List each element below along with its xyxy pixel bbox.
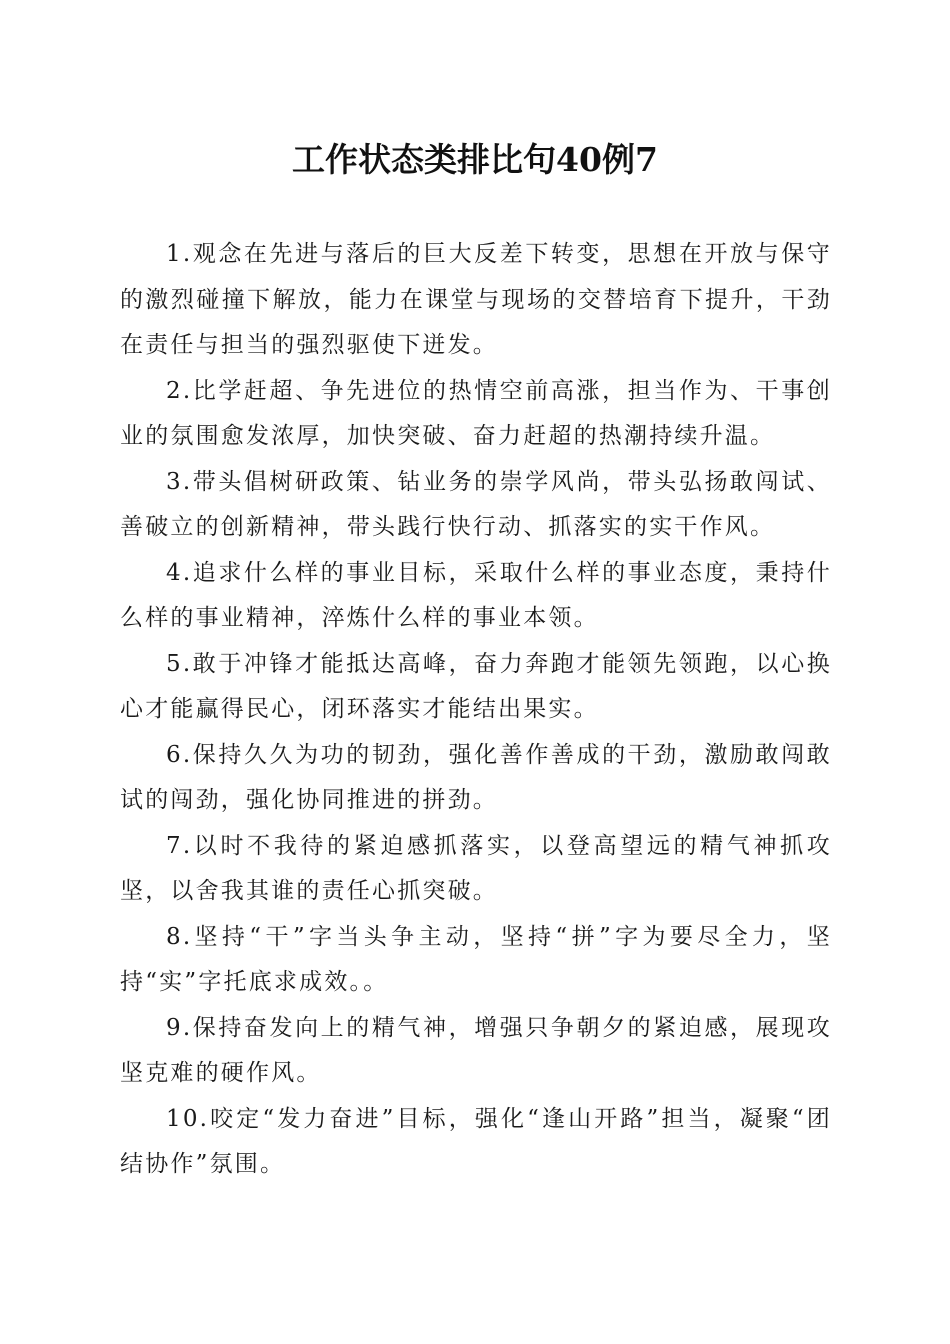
paragraph-8: 8.坚持“干”字当头争主动，坚持“拼”字为要尽全力，坚持“实”字托底求成效。。 bbox=[120, 923, 832, 995]
paragraph-5: 5.敢于冲锋才能抵达高峰，奋力奔跑才能领先领跑，以心换心才能赢得民心，闭环落实才能结出果实。 bbox=[120, 650, 832, 722]
document-body bbox=[120, 232, 832, 1188]
paragraph-7: 7.以时不我待的紧迫感抓落实，以登高望远的精气神抓攻坚，以舍我其谁的责任心抓突破。 bbox=[120, 832, 832, 904]
paragraph-1: 1.观念在先进与落后的巨大反差下转变，思想在开放与保守的激烈碰撞下解放，能力在课堂与现场的交替培育下提升，干劲在责任与担当的强烈驱使下迸发。 bbox=[120, 241, 832, 358]
paragraph-3: 3.带头倡树研政策、钻业务的崇学风尚，带头弘扬敢闯试、善破立的创新精神，带头践行快行动、抓落实的实干作风。 bbox=[120, 468, 832, 540]
paragraph-4: 4.追求什么样的事业目标，采取什么样的事业态度，秉持什么样的事业精神，淬炼什么样的事业本领。 bbox=[120, 559, 832, 631]
paragraph-6: 6.保持久久为功的韧劲，强化善作善成的干劲，激励敢闯敢试的闯劲，强化协同推进的拼劲。 bbox=[120, 741, 832, 813]
paragraph-10: 10.咬定“发力奋进”目标，强化“逢山开路”担当，凝聚“团结协作”氛围。 bbox=[120, 1105, 832, 1177]
document-title: 工作状态类排比句40例7 bbox=[292, 140, 658, 179]
paragraph-9: 9.保持奋发向上的精气神，增强只争朝夕的紧迫感，展现攻坚克难的硬作风。 bbox=[120, 1014, 832, 1086]
paragraph-2: 2.比学赶超、争先进位的热情空前高涨，担当作为、干事创业的氛围愈发浓厚，加快突破、奋力赶超的热潮持续升温。 bbox=[120, 377, 832, 449]
